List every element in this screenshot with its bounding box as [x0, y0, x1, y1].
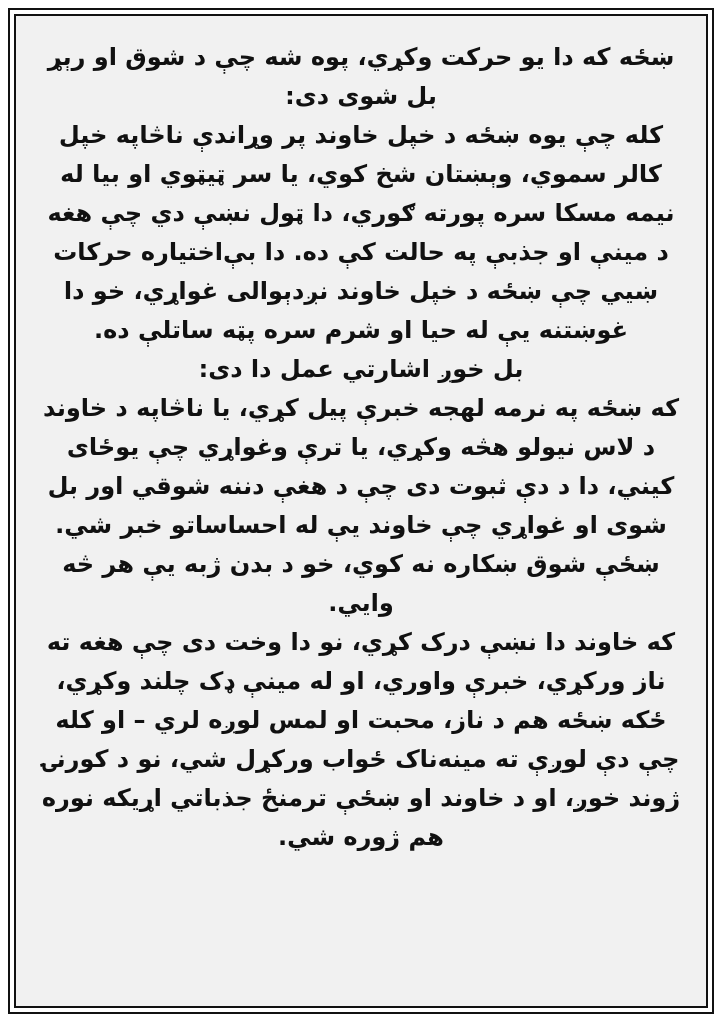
document-body	[16, 16, 706, 857]
page-border-inner	[14, 14, 708, 1008]
paragraph-intro: ښځه که دا یو حرکت وکړي، پوه شه چې د شوق او رېړ بل شوی دی:	[47, 43, 675, 110]
paragraph-summary: ښځې شوق ښکاره نه کوي، خو د بدن ژبه یې هر څه وایي.	[62, 550, 660, 617]
paragraph-body-language: کله چې یوه ښځه د خپل خاوند پر وړاندې ناڅاپه خپل کالر سموي، وېښتان شخ کوي، یا سر ټیټوي او بیا له نیمه مسکا سره پورته ګوري، دا ټول نښې دي چې هغه د مینې او جذبې په حالت کې ده. دا بې‌اختیاره حرکات ښيي چې ښځه د خپل خاوند نږدېوالی غواړي، خو دا غوښتنه یې له حیا او شرم سره پټه ساتلې ده.	[47, 121, 675, 344]
paragraph-second-sign-heading: بل خوږ اشارتي عمل دا دی:	[198, 355, 524, 383]
paragraph-second-sign: که ښځه په نرمه لهجه خبرې پیل کړي، یا ناڅاپه د خاوند د لاس نیولو هڅه وکړي، یا ترې وغواړي چې یوځای کیني، دا د دې ثبوت دی چې د هغې دننه شوقي اور بل شوی او غواړي چې خاوند یې له احساساتو خبر شي.	[42, 394, 680, 539]
paragraph-advice: که خاوند دا نښې درک کړي، نو دا وخت دی چې هغه ته ناز ورکړي، خبرې واوري، او له مینې ډک چلند وکړي، ځکه ښځه هم د ناز، محبت او لمس لوږه لري – او کله چې دې لوږې ته مینه‌ناک ځواب ورکړل شي، نو د کورنۍ ژوند خوږ، او د خاوند او ښځې ترمنځ جذباتي اړیکه نوره هم ژوره شي.	[41, 628, 681, 851]
